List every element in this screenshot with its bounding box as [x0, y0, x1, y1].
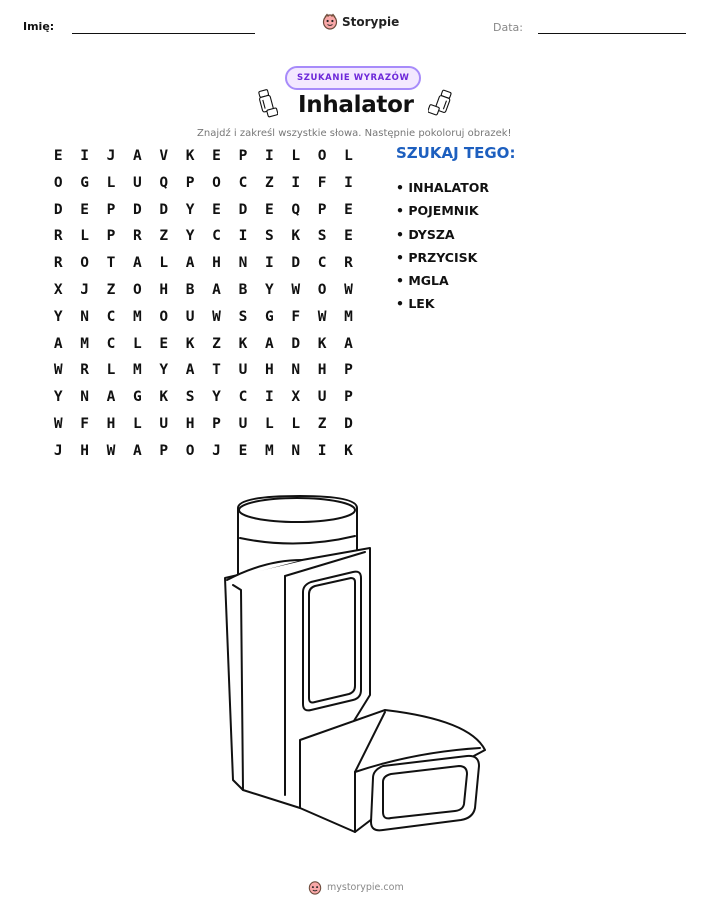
grid-cell[interactable]: C — [106, 335, 116, 352]
grid-cell[interactable]: T — [106, 255, 116, 272]
grid-cell[interactable]: N — [291, 442, 301, 459]
grid-cell[interactable]: U — [238, 362, 248, 379]
grid-cell[interactable]: L — [344, 148, 353, 164]
grid-cell[interactable]: I — [264, 255, 274, 272]
word-list-item: • DYSZA — [396, 226, 455, 242]
grid-cell[interactable]: I — [80, 148, 89, 164]
badge-word-search: SZUKANIE WYRAZÓW — [285, 66, 421, 90]
grid-cell[interactable]: E — [264, 201, 274, 218]
grid-cell[interactable]: P — [317, 201, 327, 218]
grid-cell[interactable]: Q — [291, 201, 301, 218]
grid-cell[interactable]: S — [317, 228, 327, 245]
grid-cell[interactable]: C — [238, 389, 248, 406]
grid-cell[interactable]: W — [344, 281, 353, 298]
grid-cell[interactable]: Z — [317, 415, 327, 432]
grid-cell[interactable]: E — [344, 228, 353, 245]
grid-cell[interactable]: A — [133, 255, 142, 272]
grid-cell[interactable]: P — [344, 362, 353, 379]
grid-cell[interactable]: F — [80, 415, 89, 432]
grid-cell[interactable]: O — [317, 281, 327, 298]
grid-cell[interactable]: N — [80, 308, 89, 325]
grid-cell[interactable]: R — [80, 362, 89, 379]
grid-cell[interactable]: A — [106, 389, 116, 406]
grid-cell[interactable]: J — [106, 148, 116, 164]
grid-cell[interactable]: Y — [53, 389, 63, 406]
grid-cell[interactable]: M — [344, 308, 353, 325]
grid-cell[interactable]: U — [185, 308, 195, 325]
grid-cell[interactable]: R — [53, 255, 63, 272]
grid-cell[interactable]: E — [212, 201, 221, 218]
grid-cell[interactable]: I — [344, 174, 353, 191]
grid-cell[interactable]: V — [159, 148, 169, 164]
word-list-item: • LEK — [396, 296, 435, 312]
grid-cell[interactable]: S — [264, 228, 274, 245]
grid-cell[interactable]: L — [133, 335, 142, 352]
grid-cell[interactable]: S — [185, 389, 195, 406]
grid-cell[interactable]: Z — [212, 335, 221, 352]
grid-cell[interactable]: I — [291, 174, 301, 191]
grid-cell[interactable]: O — [133, 281, 142, 298]
grid-cell[interactable]: T — [212, 362, 221, 379]
grid-cell[interactable]: D — [159, 201, 169, 218]
grid-cell[interactable]: A — [344, 335, 353, 352]
grid-cell[interactable]: S — [238, 308, 248, 325]
grid-cell[interactable]: P — [185, 174, 195, 191]
instructions: Znajdź i zakreśl wszystkie słowa. Następnie pokoloruj obrazek! — [197, 128, 512, 139]
word-list-title: SZUKAJ TEGO: — [396, 144, 516, 162]
word-list-item: • PRZYCISK — [396, 249, 478, 265]
grid-cell[interactable]: B — [185, 281, 195, 298]
grid-cell[interactable]: J — [80, 281, 89, 298]
grid-cell[interactable]: P — [344, 389, 353, 406]
grid-cell[interactable]: L — [291, 148, 301, 164]
grid-cell[interactable]: P — [212, 415, 221, 432]
grid-cell[interactable]: E — [159, 335, 169, 352]
grid-cell[interactable]: O — [159, 308, 169, 325]
grid-cell[interactable]: Y — [159, 362, 169, 379]
grid-cell[interactable]: K — [238, 335, 248, 352]
grid-cell[interactable]: L — [159, 255, 169, 272]
date-label: Data: — [493, 21, 523, 34]
grid-cell[interactable]: E — [53, 148, 63, 164]
grid-cell[interactable]: Z — [264, 174, 274, 191]
grid-cell[interactable]: H — [159, 281, 169, 298]
grid-cell[interactable]: C — [212, 228, 221, 245]
grid-cell[interactable]: D — [133, 201, 142, 218]
brand-name: Storypie — [342, 14, 400, 29]
grid-cell[interactable]: B — [238, 281, 248, 298]
grid-cell[interactable]: K — [344, 442, 353, 459]
grid-cell[interactable]: D — [238, 201, 248, 218]
storypie-logo-icon — [308, 880, 322, 895]
word-list-item: • POJEMNIK — [396, 203, 479, 219]
grid-cell[interactable]: Z — [159, 228, 169, 245]
grid-cell[interactable]: H — [185, 415, 195, 432]
grid-cell[interactable]: K — [185, 148, 195, 164]
grid-cell[interactable]: G — [133, 389, 142, 406]
grid-cell[interactable]: J — [53, 442, 63, 459]
grid-cell[interactable]: W — [106, 442, 116, 459]
grid-cell[interactable]: H — [317, 362, 327, 379]
grid-cell[interactable]: U — [238, 415, 248, 432]
grid-cell[interactable]: L — [264, 415, 274, 432]
grid-cell[interactable]: K — [185, 335, 195, 352]
grid-cell[interactable]: R — [344, 255, 353, 272]
grid-cell[interactable]: D — [344, 415, 353, 432]
grid-cell[interactable]: A — [133, 442, 142, 459]
grid-cell[interactable]: Y — [212, 389, 221, 406]
grid-cell[interactable]: Q — [159, 174, 169, 191]
grid-cell[interactable]: L — [106, 174, 116, 191]
grid-cell[interactable]: U — [159, 415, 169, 432]
grid-cell[interactable]: L — [291, 415, 301, 432]
grid-cell[interactable]: N — [238, 255, 248, 272]
grid-cell[interactable]: C — [238, 174, 248, 191]
grid-cell[interactable]: U — [133, 174, 142, 191]
grid-cell[interactable]: W — [212, 308, 221, 325]
grid-cell[interactable]: M — [264, 442, 274, 459]
grid-cell[interactable]: X — [291, 389, 301, 406]
word-list-item: • INHALATOR — [396, 180, 490, 195]
grid-cell[interactable]: L — [106, 362, 116, 379]
grid-cell[interactable]: H — [212, 255, 221, 272]
grid-cell[interactable]: U — [317, 389, 327, 406]
brand-logo — [322, 13, 399, 30]
grid-cell[interactable]: N — [291, 362, 301, 379]
grid-cell[interactable]: I — [317, 442, 327, 459]
grid-cell[interactable]: H — [264, 362, 274, 379]
grid-cell[interactable]: W — [53, 415, 63, 432]
grid-cell[interactable]: K — [291, 228, 301, 245]
grid-cell[interactable]: G — [264, 308, 274, 325]
grid-cell[interactable]: E — [80, 201, 89, 218]
grid-cell[interactable]: A — [185, 362, 195, 379]
grid-cell[interactable]: L — [133, 415, 142, 432]
grid-cell[interactable]: W — [317, 308, 327, 325]
grid-cell[interactable]: M — [133, 308, 142, 325]
name-line[interactable] — [72, 33, 255, 34]
grid-cell[interactable]: H — [80, 442, 89, 459]
grid-cell[interactable]: A — [264, 335, 274, 352]
grid-cell[interactable]: A — [185, 255, 195, 272]
grid-cell[interactable]: K — [317, 335, 327, 352]
storypie-logo-icon — [322, 13, 338, 30]
word-list-item: • MGLA — [396, 273, 449, 289]
grid-cell[interactable]: I — [264, 148, 274, 164]
grid-cell[interactable]: P — [106, 201, 116, 218]
grid-cell[interactable]: Y — [185, 228, 195, 245]
grid-cell[interactable]: C — [106, 308, 116, 325]
grid-cell[interactable]: E — [212, 148, 221, 164]
grid-cell[interactable]: K — [159, 389, 169, 406]
letter-grid[interactable] — [45, 143, 362, 465]
grid-cell[interactable]: F — [291, 308, 301, 325]
grid-cell[interactable]: M — [133, 362, 142, 379]
grid-cell[interactable]: Y — [264, 281, 274, 298]
date-line[interactable] — [538, 33, 686, 34]
grid-cell[interactable]: H — [106, 415, 116, 432]
grid-cell[interactable]: Z — [106, 281, 116, 298]
footer-url[interactable]: mystorypie.com — [327, 882, 404, 893]
grid-cell[interactable]: J — [212, 442, 221, 459]
grid-cell[interactable]: D — [291, 255, 301, 272]
grid-cell[interactable]: O — [212, 174, 221, 191]
grid-cell[interactable]: O — [317, 148, 327, 164]
inhaler-icon — [428, 88, 454, 120]
inhaler-icon — [256, 88, 278, 120]
name-label: Imię: — [23, 20, 55, 33]
grid-cell[interactable]: R — [53, 228, 63, 245]
grid-cell[interactable]: E — [344, 201, 353, 218]
grid-cell[interactable]: O — [53, 174, 63, 191]
page-title: Inhalator — [298, 92, 414, 118]
inhaler-illustration — [205, 490, 505, 840]
grid-cell[interactable]: D — [291, 335, 301, 352]
grid-cell[interactable]: F — [317, 174, 327, 191]
footer — [308, 880, 404, 895]
grid-cell[interactable]: O — [185, 442, 195, 459]
grid-cell[interactable]: W — [53, 362, 63, 379]
grid-cell[interactable]: A — [53, 335, 63, 352]
grid-cell[interactable]: Y — [53, 308, 63, 325]
grid-cell[interactable]: C — [317, 255, 327, 272]
grid-cell[interactable]: A — [133, 148, 142, 164]
grid-cell[interactable]: G — [80, 174, 89, 191]
grid-cell[interactable]: I — [238, 228, 248, 245]
grid-cell[interactable]: N — [80, 389, 89, 406]
grid-cell[interactable]: P — [159, 442, 169, 459]
grid-cell[interactable]: W — [291, 281, 301, 298]
grid-cell[interactable]: D — [53, 201, 63, 218]
grid-cell[interactable]: R — [133, 228, 142, 245]
grid-cell[interactable]: P — [238, 148, 248, 164]
grid-cell[interactable]: O — [80, 255, 89, 272]
grid-cell[interactable]: P — [106, 228, 116, 245]
grid-cell[interactable]: E — [238, 442, 248, 459]
grid-cell[interactable]: A — [212, 281, 221, 298]
grid-cell[interactable]: X — [53, 281, 63, 298]
grid-cell[interactable]: M — [80, 335, 89, 352]
grid-cell[interactable]: L — [80, 228, 89, 245]
grid-cell[interactable]: Y — [185, 201, 195, 218]
word-list — [396, 144, 515, 316]
grid-cell[interactable]: I — [264, 389, 274, 406]
